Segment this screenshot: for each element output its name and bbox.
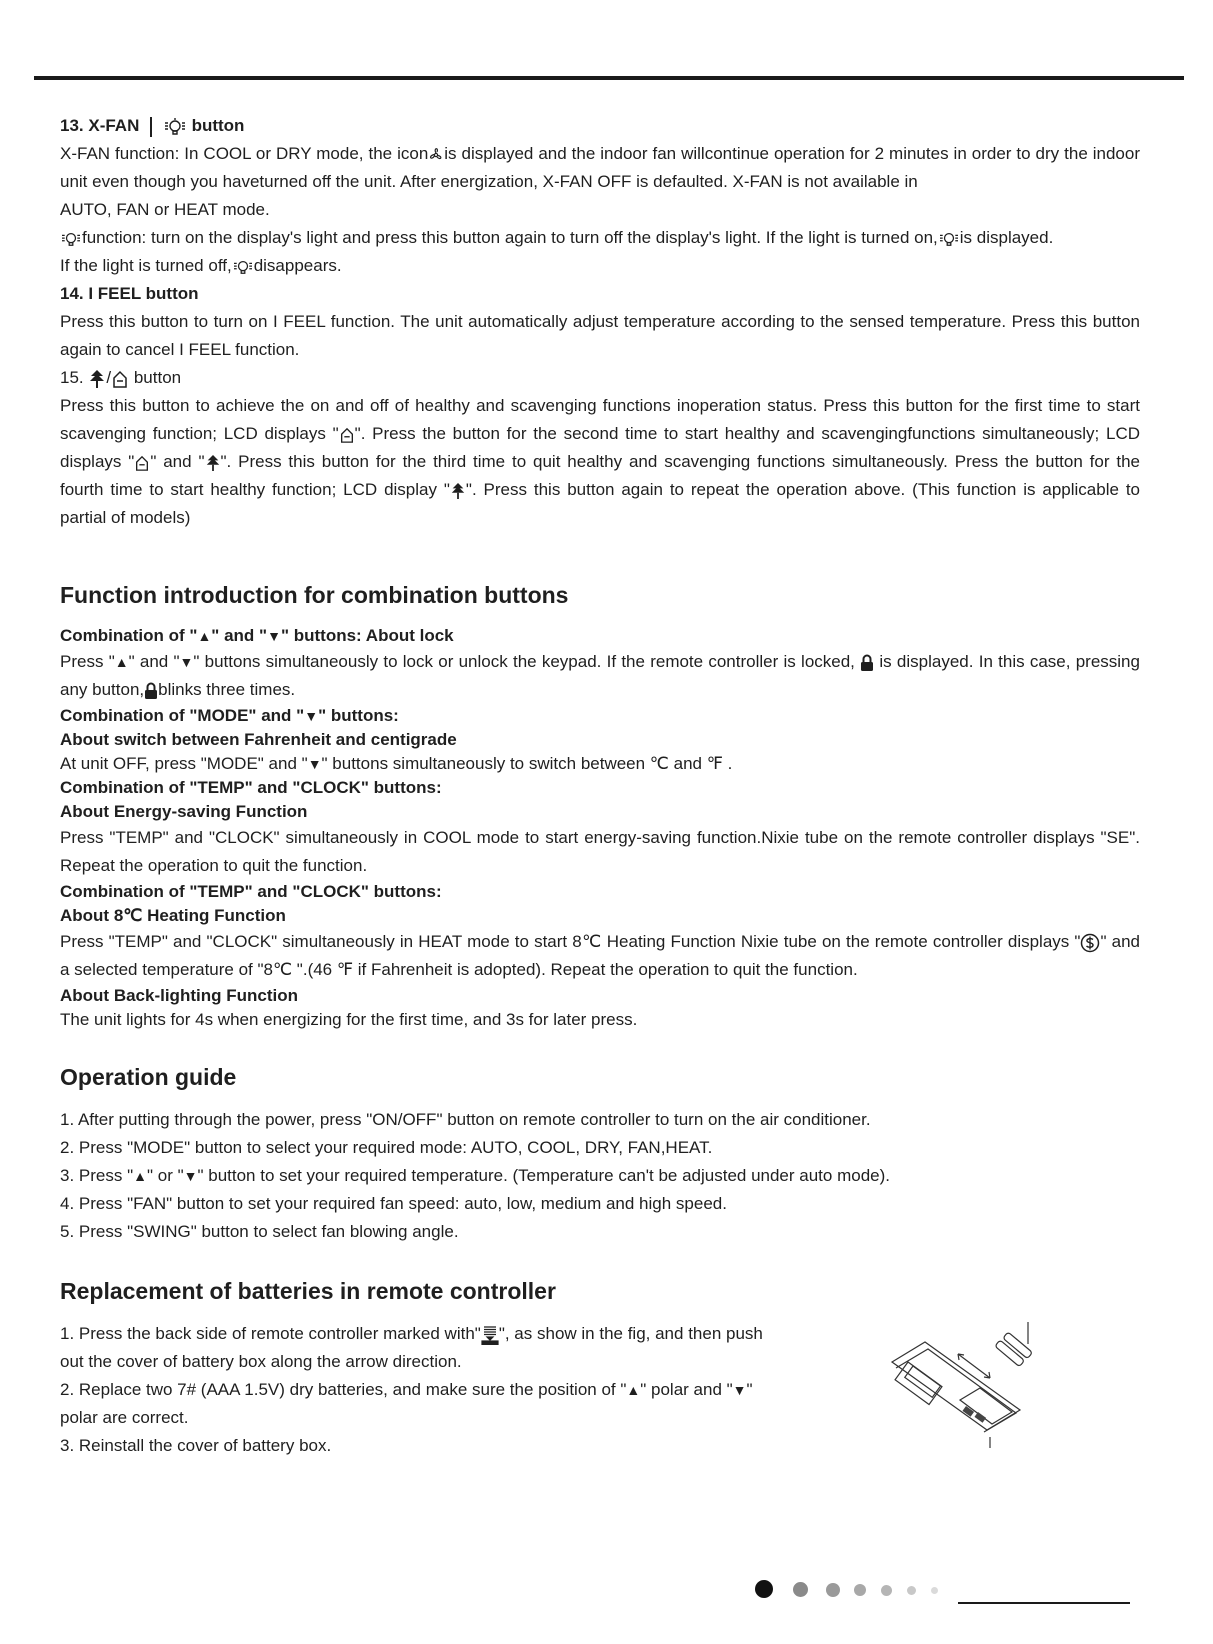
lock-icon xyxy=(860,654,874,672)
battery-step-3: 3. Reinstall the cover of battery box. xyxy=(60,1436,332,1455)
lock-icon xyxy=(144,682,158,700)
energy-saving-description: Press "TEMP" and "CLOCK" simultaneously in COOL mode to start energy-saving function.Nixie tube on the remote controller displays "SE". Repeat the operation to quit the function. xyxy=(60,828,1140,875)
heat8-b: " and a selected temperature of "8℃ ".(46 ℉ if Fahrenheit is adopted). Repeat the operation to quit the function. xyxy=(60,932,1140,979)
down-arrow-icon: ▼ xyxy=(267,628,281,644)
health-t2: ". Press the button for the second time to start healthy and scavengingfunctions simultaneously; LCD displays " xyxy=(60,424,1141,471)
house-icon xyxy=(339,426,355,444)
heat8-description xyxy=(60,928,1140,984)
operation-guide-title: Operation guide xyxy=(60,1064,237,1090)
health-t3: " and " xyxy=(150,452,205,471)
down-arrow-icon: ▼ xyxy=(179,654,194,670)
backlight-description: The unit lights for 4s when energizing for the first time, and 3s for later press. xyxy=(60,1010,638,1029)
lock-e: blinks three times. xyxy=(158,680,296,699)
down-arrow-icon: ▼ xyxy=(732,1382,747,1398)
mode-description xyxy=(60,752,1140,776)
separator xyxy=(150,117,152,137)
down-arrow-icon: ▼ xyxy=(307,756,322,772)
house-icon xyxy=(111,369,129,389)
battery-replacement-illustration xyxy=(880,1322,1080,1472)
light-text-a: function: turn on the display's light and press this button again to turn off the display's light. If the light is turned on, xyxy=(82,228,938,247)
up-arrow-icon: ▲ xyxy=(133,1168,147,1184)
batteries-steps xyxy=(60,1320,780,1460)
light-bulb-icon xyxy=(938,230,960,248)
bat1-a: 1. Press the back side of remote controller marked with" xyxy=(60,1324,481,1343)
page-dot xyxy=(793,1582,808,1597)
page-dot xyxy=(826,1583,840,1597)
xfan-title-suffix: button xyxy=(191,116,245,135)
tree-icon xyxy=(88,369,106,389)
health-t5: ". Press this button again to repeat the operation above. (This function is applicable to partial of models) xyxy=(60,480,1140,527)
health-title-prefix: 15. xyxy=(60,368,84,387)
ifeel-description: Press this button to turn on I FEEL function. The unit automatically adjust temperature according to the sensed temperature. Press this button again to cancel I FEEL function. xyxy=(60,312,1140,359)
health-heading: 15. / button xyxy=(60,368,182,387)
lock-heading xyxy=(60,624,1140,648)
light-text-b: is displayed. xyxy=(959,228,1054,247)
down-arrow-icon: ▼ xyxy=(304,708,319,724)
xfan-text-1b: is displayed and the indoor fan willcontinue operation for 2 minutes in order to dry the indoor unit even though you haveturned off the unit. After energization, X-FAN OFF is defaulted. X-FAN is not available in xyxy=(60,144,1140,191)
heat8-subheading: About 8℃ Heating Function xyxy=(60,906,286,925)
op3-b: " or " xyxy=(146,1166,184,1185)
operation-step-5: 5. Press "SWING" button to select fan blowing angle. xyxy=(60,1222,459,1241)
footer-rule xyxy=(958,1602,1130,1604)
bat2-b: " polar and " xyxy=(640,1380,733,1399)
open-icon xyxy=(481,1325,499,1345)
health-description xyxy=(60,392,1140,532)
light-text-c: If the light is turned off, xyxy=(60,256,232,275)
up-arrow-icon: ▲ xyxy=(114,654,129,670)
tree-icon xyxy=(450,482,466,500)
operation-step-4: 4. Press "FAN" button to set your required fan speed: auto, low, medium and high speed. xyxy=(60,1194,727,1213)
lock-head-a: Combination of " xyxy=(60,626,198,645)
operation-step-2: 2. Press "MODE" button to select your required mode: AUTO, COOL, DRY, FAN,HEAT. xyxy=(60,1138,713,1157)
xfan-heading xyxy=(60,112,1140,140)
op3-c: " button to set your required temperature. (Temperature can't be adjusted under auto mode). xyxy=(197,1166,890,1185)
light-text-d: disappears. xyxy=(253,256,342,275)
dollar-circle-icon xyxy=(1080,933,1100,953)
lock-head-b: " and " xyxy=(211,626,268,645)
energy-saving-heading: Combination of "TEMP" and "CLOCK" buttons: xyxy=(60,778,442,797)
operation-step-1: 1. After putting through the power, press "ON/OFF" button on remote controller to turn on the air conditioner. xyxy=(60,1110,871,1129)
tree-icon xyxy=(205,454,221,472)
mode-head-a: Combination of "MODE" and " xyxy=(60,706,305,725)
lock-head-c: " buttons: About lock xyxy=(280,626,454,645)
page-dot xyxy=(854,1584,866,1596)
mode-a: At unit OFF, press "MODE" and " xyxy=(60,754,308,773)
heat8-heading: Combination of "TEMP" and "CLOCK" buttons: xyxy=(60,882,442,901)
health-t4: ". Press this button for the third time to quit healthy and scavenging functions simultaneously. Press the button for the fourth time to start healthy function; LCD display " xyxy=(60,452,1141,499)
lock-description xyxy=(60,648,1140,704)
mode-head-b: " buttons: xyxy=(318,706,399,725)
lock-d: is displayed. In this case, pressing any button, xyxy=(60,652,1140,699)
op3-a: 3. Press " xyxy=(60,1166,134,1185)
page-dot xyxy=(881,1585,892,1596)
top-rule xyxy=(34,76,1184,80)
xfan-text-2: AUTO, FAN or HEAT mode. xyxy=(60,200,270,219)
heat8-a: Press "TEMP" and "CLOCK" simultaneously in HEAT mode to start 8℃ Heating Function Nixie tube on the remote controller displays " xyxy=(60,932,1081,951)
battery-step-1 xyxy=(60,1320,780,1376)
health-title-suffix: button xyxy=(133,368,182,387)
health-t1: Press this button to achieve the on and off of healthy and scavenging functions inoperation status. Press this button for the first time to start scavenging function; LCD displays " xyxy=(60,396,1140,443)
xfan-text-1a: X-FAN function: In COOL or DRY mode, the icon xyxy=(60,144,429,163)
down-arrow-icon: ▼ xyxy=(183,1168,198,1184)
house-icon xyxy=(134,454,150,472)
lock-b: " and " xyxy=(128,652,180,671)
lock-c: " buttons simultaneously to lock or unlock the keypad. If the remote controller is locked, xyxy=(193,652,855,671)
bat2-c: " polar are correct. xyxy=(60,1380,753,1427)
ifeel-heading: 14. I FEEL button xyxy=(60,284,199,303)
backlight-heading: About Back-lighting Function xyxy=(60,986,298,1005)
operation-step-3 xyxy=(60,1162,1140,1190)
mode-subheading: About switch between Fahrenheit and centigrade xyxy=(60,730,457,749)
bat2-a: 2. Replace two 7# (AAA 1.5V) dry batteries, and make sure the position of " xyxy=(60,1380,627,1399)
page-dot xyxy=(755,1580,773,1598)
light-bulb-icon xyxy=(232,258,254,276)
bat1-b: ", as show in the fig, and then push out the cover of battery box along the arrow direction. xyxy=(60,1324,763,1371)
mode-b: " buttons simultaneously to switch between ℃ and ℉ . xyxy=(321,754,733,773)
xfan-description xyxy=(60,140,1140,196)
mode-heading xyxy=(60,704,1140,728)
light-off-description xyxy=(60,252,1140,280)
page-content xyxy=(60,112,1140,1460)
up-arrow-icon: ▲ xyxy=(197,628,212,644)
xfan-title-prefix: 13. X-FAN xyxy=(60,116,140,135)
light-bulb-icon xyxy=(60,230,82,248)
page-dot xyxy=(907,1586,916,1595)
battery-step-2 xyxy=(60,1376,780,1432)
combination-section-title: Function introduction for combination buttons xyxy=(60,582,569,608)
fan-icon xyxy=(428,146,444,164)
lock-a: Press " xyxy=(60,652,115,671)
light-bulb-icon xyxy=(163,117,187,137)
up-arrow-icon: ▲ xyxy=(626,1382,641,1398)
batteries-title: Replacement of batteries in remote controller xyxy=(60,1278,556,1304)
light-description xyxy=(60,224,1140,252)
energy-saving-subheading: About Energy-saving Function xyxy=(60,802,308,821)
page-dot xyxy=(931,1587,938,1594)
